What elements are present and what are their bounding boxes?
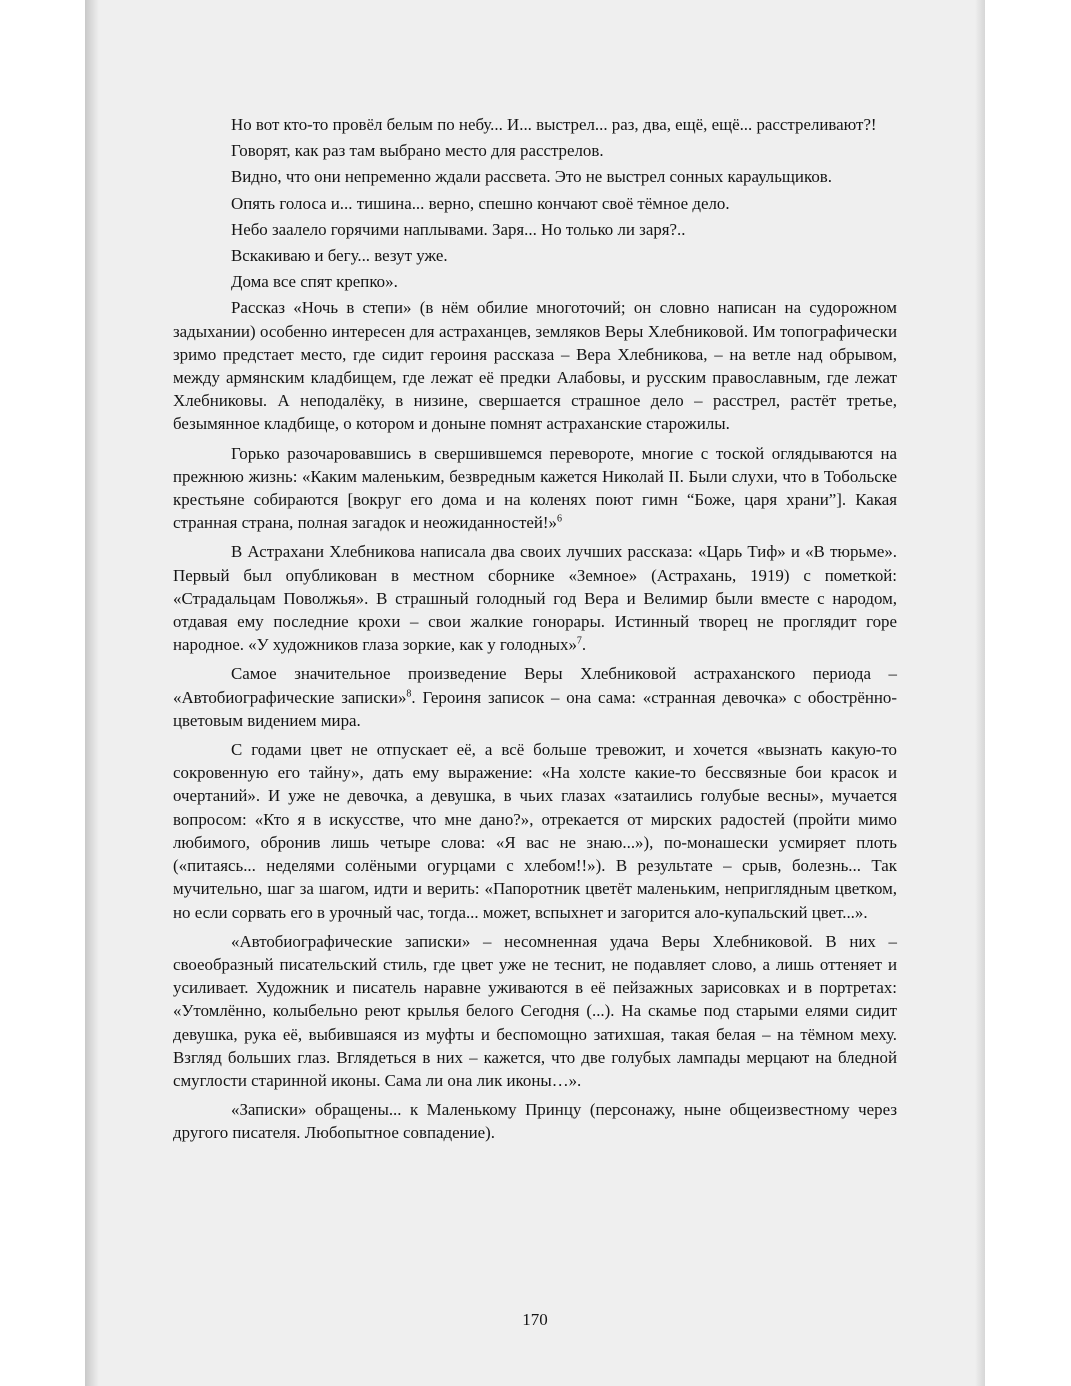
- paragraph: Небо заалело горячими наплывами. Заря... Но только ли заря?..: [231, 219, 686, 239]
- paragraph: Рассказ «Ночь в степи» (в нём обилие многоточий; он словно написан на судорожном задыхании) особенно интересен для астраханцев, земляков Веры Хлебниковой. Им топографически зримо предстает место, где сидит героиня рассказа – Вера Хлебникова, – на ветле над обрывом, между армянским кладбищем, где лежат её предки Алабовы, и русским православным, где лежат Хлебниковы. А неподалёку, в низине, свершается страшное дело – расстрел, растёт третье, безымянное кладбище, о котором и доныне помнят астраханские старожилы.: [173, 298, 897, 434]
- paragraph: Говорят, как раз там выбрано место для расстрелов.: [231, 141, 604, 161]
- paragraph: Самое значительное произведение Веры Хлебниковой астраханского периода – «Автобиографические записки»$^8$. Героиня записок – она сама: «странная девочка» с обострённо-цветовым видением мира.: [173, 664, 897, 730]
- footnote-ref: 7: [576, 635, 582, 647]
- body-text: [173, 113, 897, 1148]
- paragraph: Опять голоса и... тишина... верно, спешно кончают своё тёмное дело.: [231, 193, 730, 213]
- paragraph: С годами цвет не отпускает её, а всё больше тревожит, и хочется «вызнать какую-то сокровенную его тайну», дать ему выражение: «На холсте какие-то бессвязные бои красок и очертаний». И уже не девочка, а девушка, в чьих глазах «затаились голубые весны», мучается вопросом: «Кто я в искусстве, что мне дано?», отрекается от мирских радостей (пройти мимо любимого, обронив лишь четыре слова: «Я вас не знаю...»), по-монашески усмиряет плоть («питаясь... неделями солёными огурцами с хлебом!!»). В результате – срыв, болезнь... Так мучительно, шаг за шагом, идти и верить: «Папоротник цветёт маленьким, неприглядным цветком, но если сорвать его в урочный час, тогда... может, вспыхнет и загорится ало-купальский цвет...».: [173, 740, 897, 922]
- paragraph: Но вот кто-то провёл белым по небу... И... выстрел... раз, два, ещё, ещё... расстреливают?!: [231, 115, 877, 134]
- paragraph: Горько разочаровавшись в свершившемся перевороте, многие с тоской оглядываются на прежнюю жизнь: «Каким маленьким, безвредным кажется Николай II. Были слухи, что в Тобольске крестьяне собираются [вокруг его дома и на коленях поют гимн “Боже, царя храни”]. Какая странная страна, полная загадок и неожиданностей!»$^6$: [173, 443, 897, 533]
- paragraph: Вскакиваю и бегу... везут уже.: [231, 246, 448, 266]
- paragraph: В Астрахани Хлебникова написала два своих лучших рассказа: «Царь Тиф» и «В тюрьме». Первый был опубликован в местном сборнике «Земное» (Астрахань, 1919) с пометкой: «Страдальцам Поволжья». В страшный голодный год Вера и Велимир были вместе с народом, отдавая ему последние крохи – свои жалкие гонорары. Истинный творец не проглядит горе народное. «У художников глаза зоркие, как у голодных»$^7$.: [173, 542, 897, 655]
- footnote-ref: 8: [406, 688, 412, 700]
- page-edge-shadow-right: [975, 0, 985, 1386]
- page-number: 170: [522, 1310, 548, 1329]
- paragraph: Видно, что они непременно ждали рассвета. Это не выстрел сонных караульщиков.: [231, 167, 832, 187]
- footnote-ref: 6: [556, 513, 562, 525]
- book-page: [85, 0, 985, 1386]
- paragraph: «Записки» обращены... к Маленькому Принцу (персонажу, ныне общеизвестному через другого писателя. Любопытное совпадение).: [173, 1100, 897, 1143]
- paragraph: «Автобиографические записки» – несомненная удача Веры Хлебниковой. В них – своеобразный писательский стиль, где цвет уже не теснит, не подавляет слово, а лишь оттеняет и усиливает. Художник и писатель наравне уживаются в её пейзажных зарисовках и в портретах: «Утомлённо, колыбельно реют крылья белого Сегодня (...). На скамье под старыми елями сидит девушка, рука её, выбившаяся из муфты и беспомощно затихшая, такая белая – на тёмном меху. Взгляд больших глаз. Вглядеться в них – кажется, что две голубых лампады мерцают на бледной смуглости старинной иконы. Сама ли она лик иконы…».: [173, 931, 897, 1090]
- page-edge-shadow-left: [85, 0, 99, 1386]
- paragraph: Дома все спят крепко».: [231, 272, 398, 292]
